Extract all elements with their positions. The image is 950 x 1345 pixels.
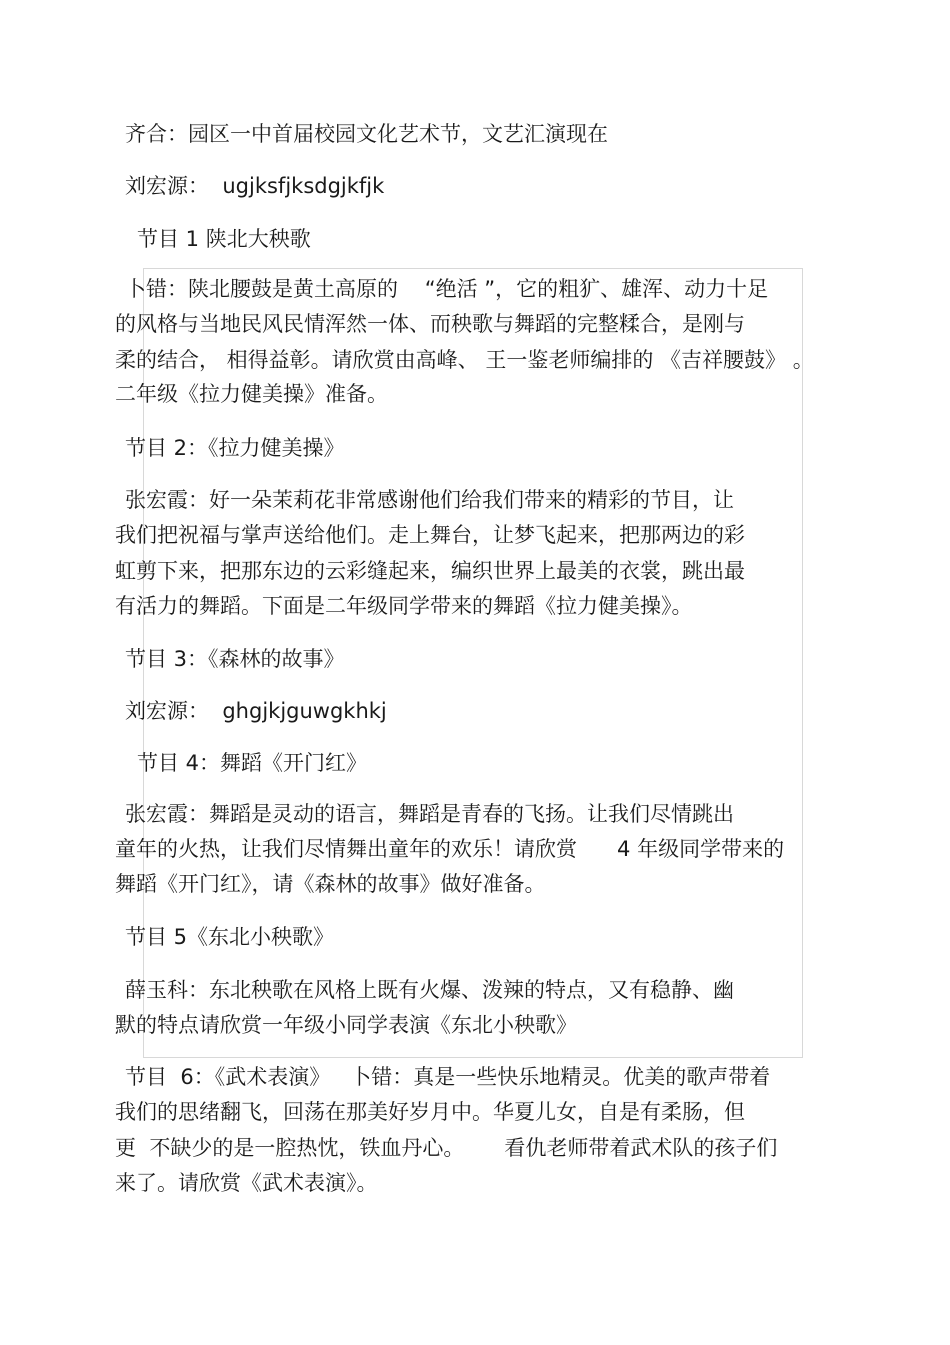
text-line: 来了。请欣赏《武术表演》。 (115, 1171, 378, 1195)
text-line: 更 不缺少的是一腔热忱，铁血丹心。 看仇老师带着武术队的孩子们 (115, 1136, 778, 1160)
text-line: 节目 6：《武术表演》 卜错：真是一些快乐地精灵。优美的歌声带着 (125, 1065, 771, 1089)
text-line: 节目 4：舞蹈《开门红》 (137, 751, 368, 775)
text-line: 虹剪下来，把那东边的云彩缝起来，编织世界上最美的衣裳，跳出最 (115, 559, 745, 583)
text-line: 柔的结合， 相得益彰。请欣赏由高峰、 王一鉴老师编排的 《吉祥腰鼓》 。 (115, 348, 814, 372)
text-line: 童年的火热，让我们尽情舞出童年的欢乐！请欣赏 4 年级同学带来的 (115, 837, 785, 861)
text-line: 薛玉科：东北秧歌在风格上既有火爆、泼辣的特点，又有稳静、幽 (125, 978, 734, 1002)
text-line: 二年级《拉力健美操》准备。 (115, 382, 388, 406)
text-line: 的风格与当地民风民情浑然一体、而秧歌与舞蹈的完整糅合，是刚与 (115, 312, 745, 336)
text-line: 有活力的舞蹈。下面是二年级同学带来的舞蹈《拉力健美操》。 (115, 594, 693, 618)
text-line: 卜错：陕北腰鼓是黄土高原的 “绝活 ”，它的粗犷、雄浑、动力十足 (125, 277, 769, 301)
text-line: 默的特点请欣赏一年级小同学表演《东北小秧歌》 (115, 1013, 577, 1037)
text-line: 舞蹈《开门红》，请《森林的故事》做好准备。 (115, 872, 546, 896)
text-line: 齐合：园区一中首届校园文化艺术节，文艺汇演现在 (125, 122, 608, 146)
text-line: 张宏霞：舞蹈是灵动的语言，舞蹈是青春的飞扬。让我们尽情跳出 (125, 802, 734, 826)
text-line: 张宏霞：好一朵茉莉花非常感谢他们给我们带来的精彩的节目，让 (125, 488, 734, 512)
text-line: 我们的思绪翻飞，回荡在那美好岁月中。华夏儿女，自是有柔肠，但 (115, 1100, 745, 1124)
text-line: 节目 3：《森林的故事》 (125, 647, 345, 671)
text-line: 节目 2：《拉力健美操》 (125, 436, 345, 460)
text-line: 节目 1 陕北大秧歌 (137, 227, 311, 251)
text-line: 我们把祝福与掌声送给他们。走上舞台，让梦飞起来，把那两边的彩 (115, 523, 745, 547)
text-line: 节目 5《东北小秧歌》 (125, 925, 335, 949)
text-line: 刘宏源： ghgjkjguwgkhkj (125, 699, 387, 723)
text-line: 刘宏源： ugjksfjksdgjkfjk (125, 174, 385, 198)
